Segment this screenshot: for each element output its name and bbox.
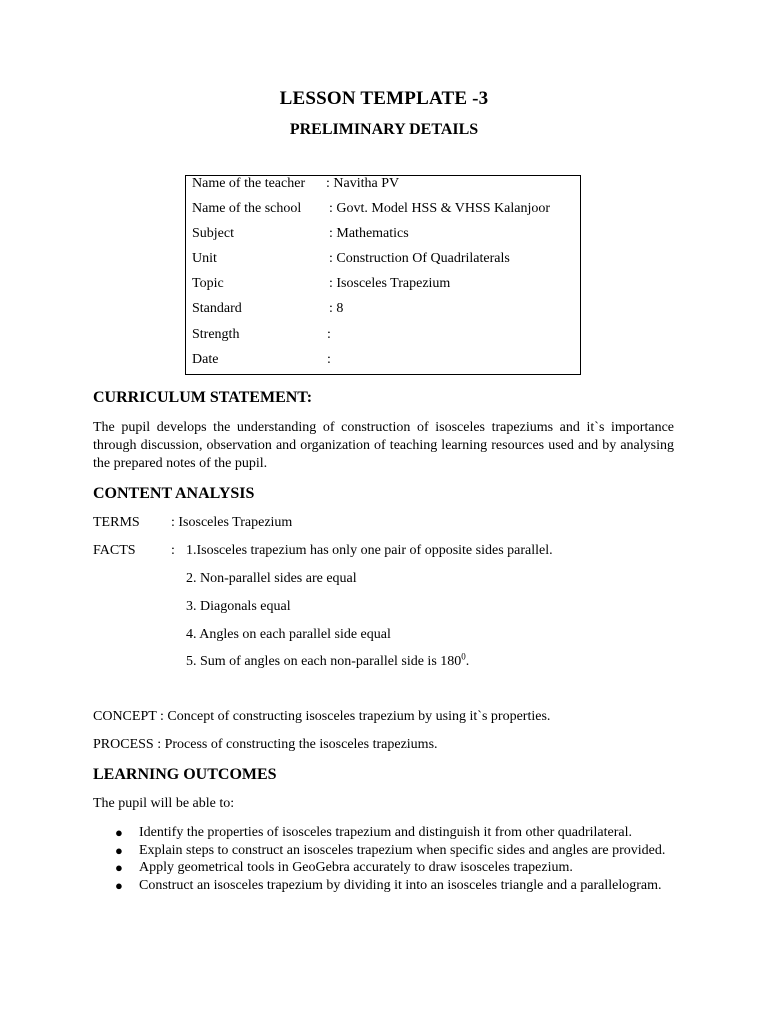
fact-item: 1.Isosceles trapezium has only one pair of opposite sides parallel. <box>186 543 553 558</box>
list-item <box>93 877 674 895</box>
fact-item: 2. Non-parallel sides are equal <box>186 571 357 586</box>
detail-value: : Isosceles Trapezium <box>329 276 451 291</box>
curriculum-heading: CURRICULUM STATEMENT: <box>93 389 313 406</box>
content-analysis-heading: CONTENT ANALYSIS <box>93 485 255 502</box>
list-item <box>93 842 674 860</box>
outcome-text: Apply geometrical tools in GeoGebra accurately to draw isosceles trapezium. <box>139 860 573 875</box>
outcome-text: Construct an isosceles trapezium by dividing it into an isosceles triangle and a parallelogram. <box>139 877 662 893</box>
detail-label: Date <box>192 352 219 367</box>
detail-label: Name of the school <box>192 201 302 216</box>
detail-value: : Govt. Model HSS & VHSS Kalanjoor <box>329 201 551 216</box>
bullet-icon: ● <box>115 825 123 840</box>
outcome-text: Explain steps to construct an isosceles trapezium when specific sides and angles are provided. <box>139 842 666 858</box>
curriculum-text: The pupil develops the understanding of construction of isosceles trapeziums and it`s importance through discussion, observation and organization of teaching learning resources used and by analysing the prepared notes of the pupil. <box>93 420 674 471</box>
detail-label: Strength <box>192 327 240 342</box>
detail-label: Name of the teacher <box>192 176 306 191</box>
fact-text: 5. Sum of angles on each non-parallel side is 180 <box>186 654 462 669</box>
terms-label: TERMS <box>93 515 140 530</box>
detail-label: Standard <box>192 301 242 316</box>
detail-value: : Navitha PV <box>326 176 400 191</box>
page-subtitle: PRELIMINARY DETAILS <box>289 121 479 138</box>
facts-colon: : <box>171 543 175 558</box>
outcome-text: Identify the properties of isosceles trapezium and distinguish it from other quadrilateral. <box>139 825 632 840</box>
preliminary-details-box <box>185 175 581 375</box>
terms-value: : Isosceles Trapezium <box>171 515 293 530</box>
detail-label: Subject <box>192 226 234 241</box>
learning-outcomes-list <box>93 824 674 894</box>
detail-value: : <box>327 352 331 367</box>
process-line: PROCESS : Process of constructing the isosceles trapeziums. <box>93 737 438 752</box>
detail-value: : 8 <box>329 301 344 316</box>
facts-label: FACTS <box>93 543 136 558</box>
fact-item: 3. Diagonals equal <box>186 599 291 614</box>
degree-superscript: 0 <box>461 651 466 662</box>
detail-label: Topic <box>192 276 224 291</box>
bullet-icon: ● <box>115 860 123 875</box>
fact-item: 4. Angles on each parallel side equal <box>186 627 391 642</box>
fact-end: . <box>465 654 470 669</box>
learning-outcomes-heading: LEARNING OUTCOMES <box>93 766 277 783</box>
list-item <box>93 859 674 877</box>
learning-outcomes-intro: The pupil will be able to: <box>93 796 235 811</box>
detail-value: : <box>327 327 331 342</box>
list-item <box>93 824 674 842</box>
detail-value: : Construction Of Quadrilaterals <box>329 251 510 266</box>
fact-item-5 <box>186 651 470 670</box>
bullet-icon: ● <box>115 842 123 858</box>
concept-line: CONCEPT : Concept of constructing isosceles trapezium by using it`s properties. <box>93 709 551 724</box>
detail-label: Unit <box>192 251 217 266</box>
detail-value: : Mathematics <box>329 226 409 241</box>
bullet-icon: ● <box>115 877 123 893</box>
page-title: LESSON TEMPLATE -3 <box>279 88 489 109</box>
